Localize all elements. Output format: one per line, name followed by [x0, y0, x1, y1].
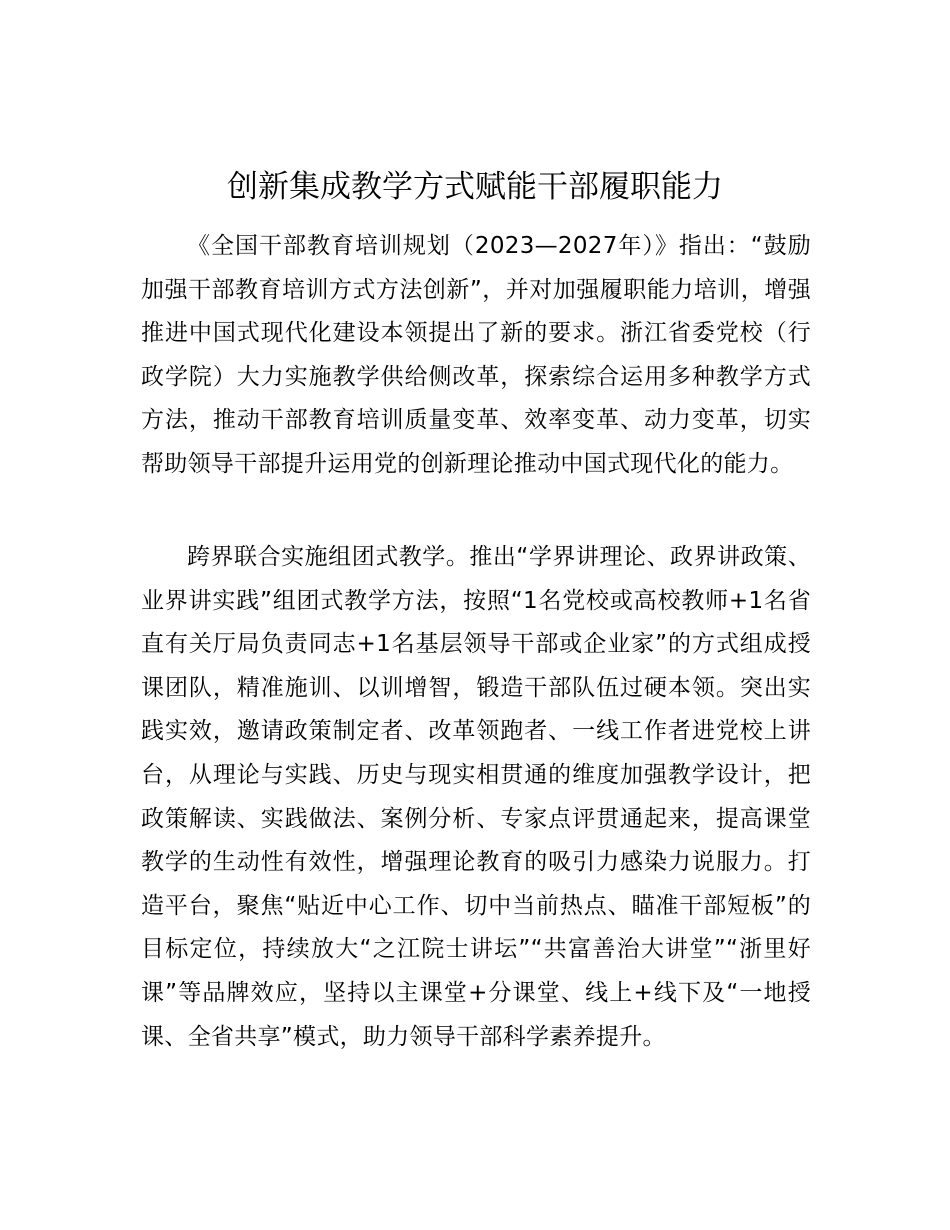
document-title: 创新集成教学方式赋能干部履职能力 [227, 169, 723, 205]
paragraph-intro: 《全国干部教育培训规划（2023—2027年）》指出：“鼓励加强干部教育培训方式方法创新”，并对加强履职能力培训，增强推进中国式现代化建设本领提出了新的要求。浙江省委党校（行政学院）大力实施教学供给侧改革，探索综合运用多种教学方式方法，推动干部教育培训质量变革、效率变革、动力变革，切实帮助领导干部提升运用党的创新理论推动中国式现代化的能力。 [141, 233, 811, 477]
paragraph-group-teaching: 跨界联合实施组团式教学。推出“学界讲理论、政界讲政策、业界讲实践”组团式教学方法，按照“1名党校或高校教师+1名省直有关厅局负责同志+1名基层领导干部或企业家”的方式组成授课团队，精准施训、以训增智，锻造干部队伍过硬本领。突出实践实效，邀请政策制定者、改革领跑者、一线工作者进党校上讲台，从理论与实践、历史与现实相贯通的维度加强教学设计，把政策解读、实践做法、案例分析、专家点评贯通起来，提高课堂教学的生动性有效性，增强理论教育的吸引力感染力说服力。打造平台，聚焦“贴近中心工作、切中当前热点、瞄准干部短板”的目标定位，持续放大“之江院士讲坛”“共富善治大讲堂”“浙里好课”等品牌效应，坚持以主课堂+分课堂、线上+线下及“一地授课、全省共享”模式，助力领导干部科学素养提升。 [141, 544, 811, 1050]
